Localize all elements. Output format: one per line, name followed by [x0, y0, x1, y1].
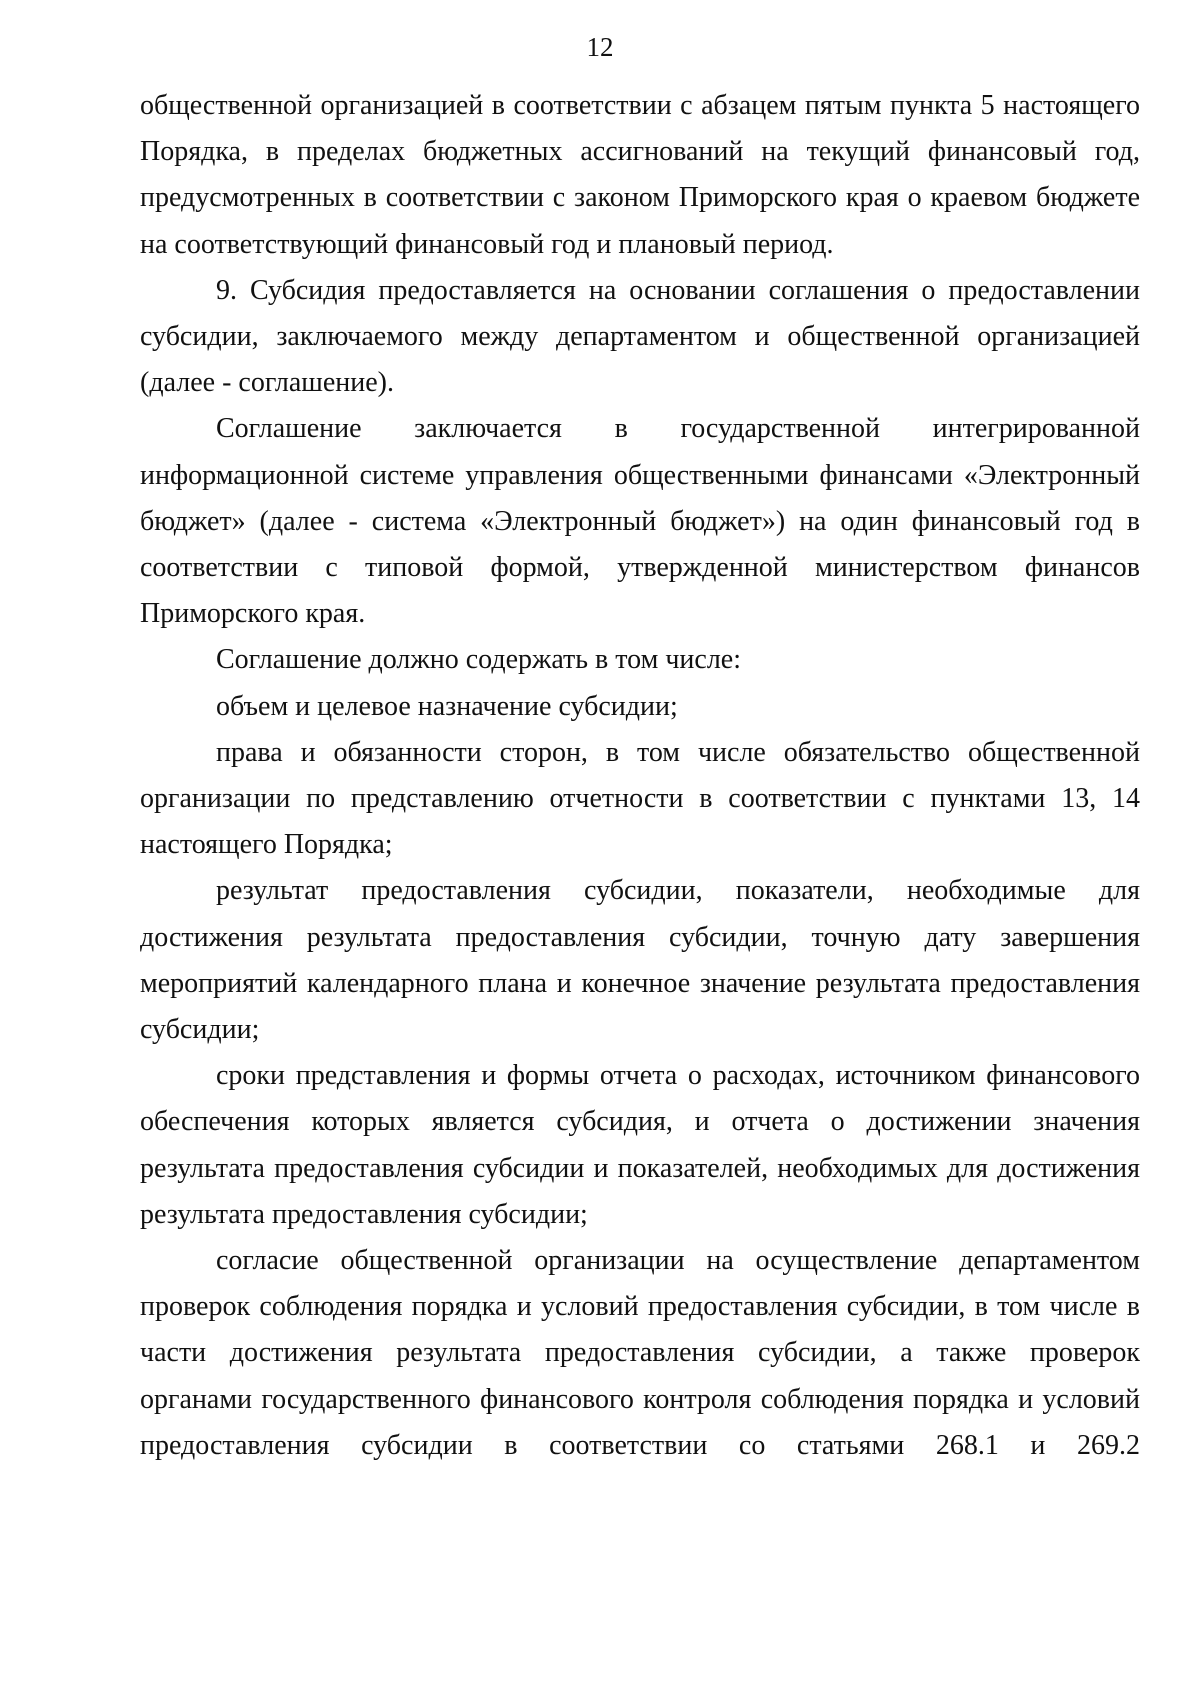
- page-number: 12: [586, 32, 614, 62]
- paragraph-continuation: общественной организацией в соответствии с абзацем пятым пункта 5 настоящего Порядка, в пределах бюджетных ассигнований на текущий финансовый год, предусмотренных в соответствии с законом Приморского края о краевом бюджете на соответствующий финансовый год и плановый период.: [140, 90, 1140, 260]
- document-body: [140, 83, 1140, 1469]
- list-item-rights: права и обязанности сторон, в том числе обязательство общественной организации по представлению отчетности в соответствии с пунктами 13, 14 настоящего Порядка;: [140, 736, 1140, 861]
- list-item-reporting: сроки представления и формы отчета о расходах, источником финансового обеспечения которых является субсидия, и отчета о достижении значения результата предоставления субсидии и показателей, необходимых для достижения результата предоставления субсидии;: [140, 1060, 1140, 1230]
- list-item-result: результат предоставления субсидии, показатели, необходимые для достижения результата предоставления субсидии, точную дату завершения мероприятий календарного плана и конечное значение результата предоставления субсидии;: [140, 875, 1140, 1046]
- list-item-consent: согласие общественной организации на осуществление департаментом проверок соблюдения порядка и условий предоставления субсидии, в том числе в части достижения результата предоставления субсидии, а также проверок органами государственного финансового контроля соблюдения порядка и условий предоставления субсидии в соответствии со статьями 268.1 и 269.2: [140, 1245, 1140, 1461]
- paragraph-agreement-contents: Соглашение должно содержать в том числе:: [216, 644, 741, 676]
- paragraph-agreement-system: Соглашение заключается в государственной интегрированной информационной системе управления общественными финансами «Электронный бюджет» (далее - система «Электронный бюджет») на один финансовый год в соответствии с типовой формой, утвержденной министерством финансов Приморского края.: [140, 413, 1140, 630]
- paragraph-clause-9: 9. Субсидия предоставляется на основании соглашения о предоставлении субсидии, заключаемого между департаментом и общественной организацией (далее - соглашение).: [140, 274, 1140, 399]
- list-item-volume: объем и целевое назначение субсидии;: [216, 690, 678, 722]
